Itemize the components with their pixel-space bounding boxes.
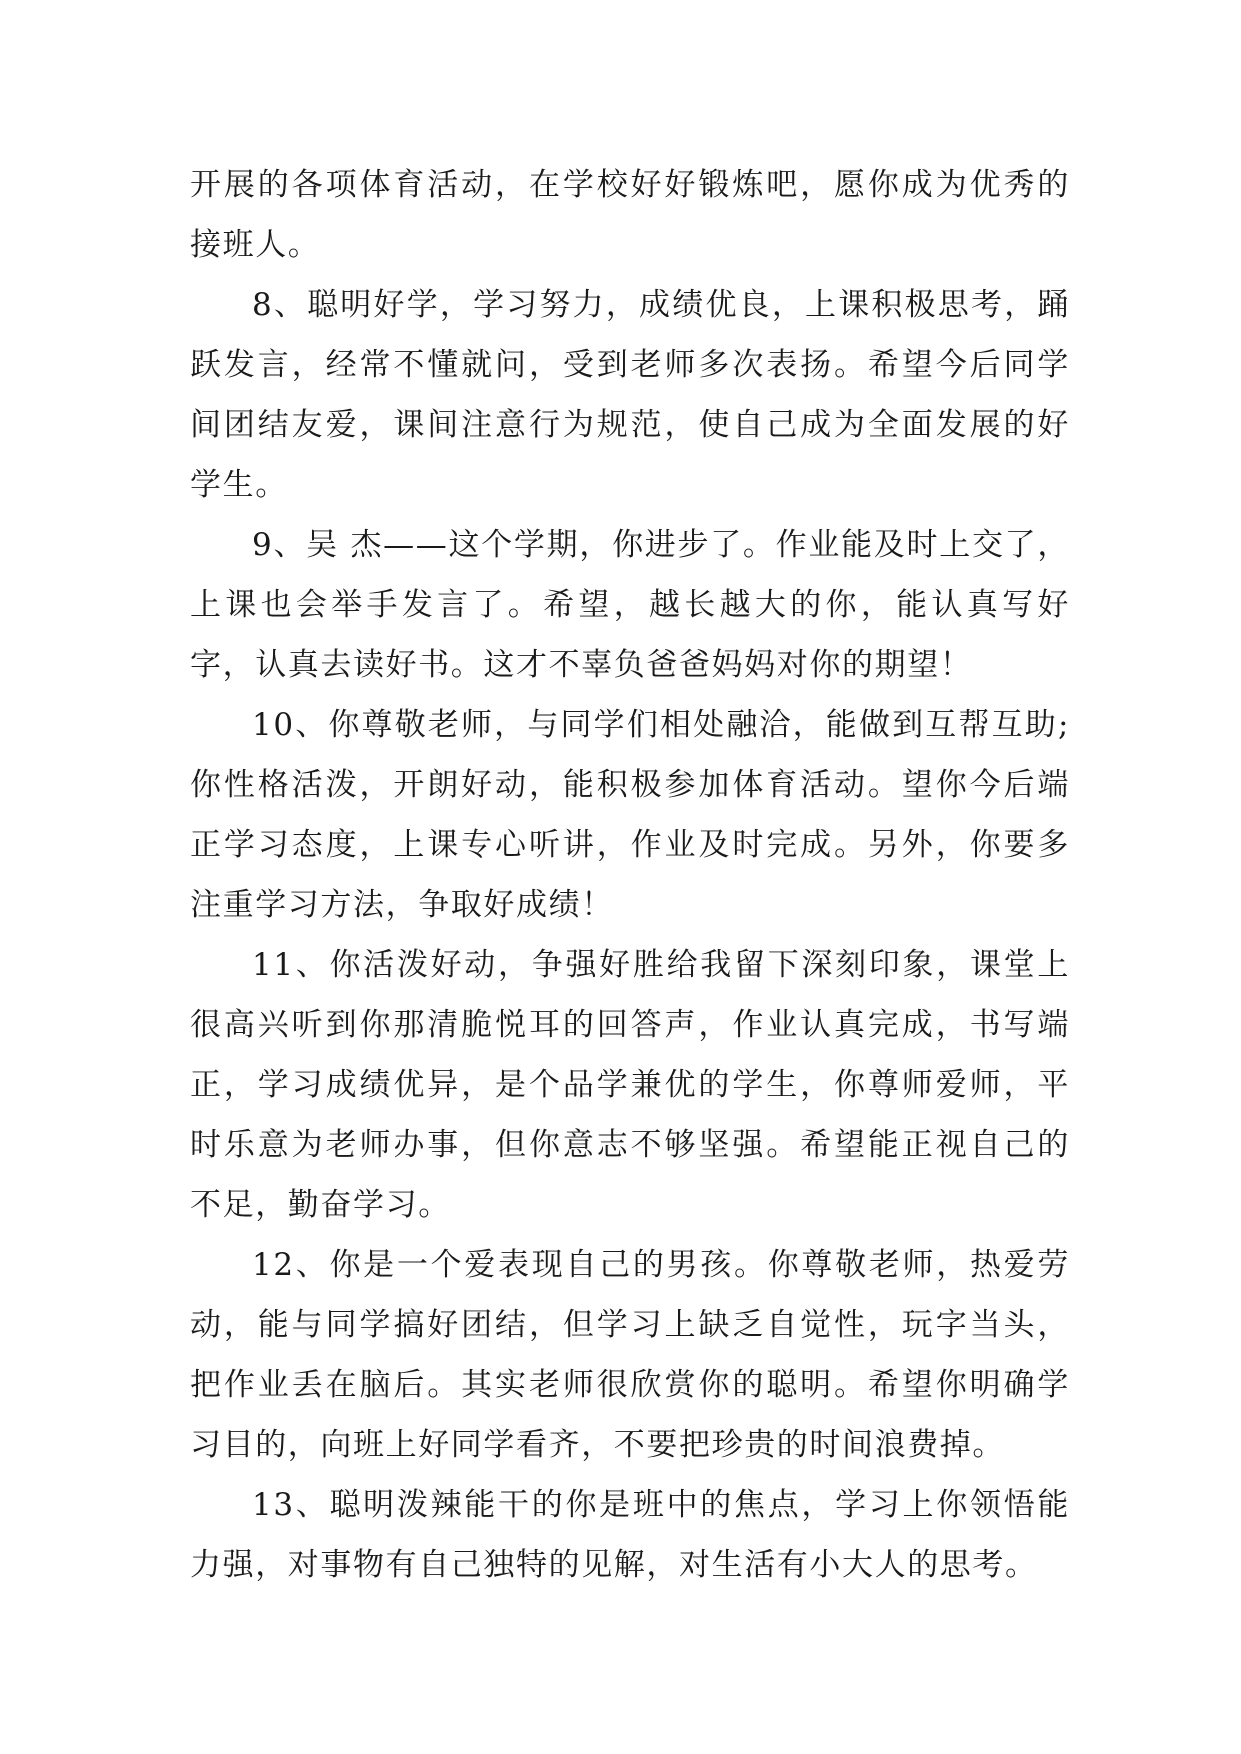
document-body [190,155,1070,1595]
paragraph-comment-8: 8、聪明好学，学习努力，成绩优良，上课积极思考，踊跃发言，经常不懂就问，受到老师多次表扬。希望今后同学间团结友爱，课间注意行为规范，使自己成为全面发展的好学生。 [190,287,1070,503]
paragraph-comment-10: 10、你尊敬老师，与同学们相处融洽，能做到互帮互助;你性格活泼，开朗好动，能积极参加体育活动。望你今后端正学习态度，上课专心听讲，作业及时完成。另外，你要多注重学习方法，争取好成绩！ [190,707,1070,923]
paragraph-comment-9: 9、吴 杰——这个学期，你进步了。作业能及时上交了，上课也会举手发言了。希望，越长越大的你，能认真写好字，认真去读好书。这才不辜负爸爸妈妈对你的期望！ [190,527,1070,683]
paragraph-comment-11: 11、你活泼好动，争强好胜给我留下深刻印象，课堂上很高兴听到你那清脆悦耳的回答声，作业认真完成，书写端正，学习成绩优异，是个品学兼优的学生，你尊师爱师，平时乐意为老师办事，但你意志不够坚强。希望能正视自己的不足，勤奋学习。 [190,947,1070,1223]
paragraph-comment-13: 13、聪明泼辣能干的你是班中的焦点，学习上你领悟能力强，对事物有自己独特的见解，对生活有小大人的思考。 [190,1487,1070,1583]
paragraph-continuation: 开展的各项体育活动，在学校好好锻炼吧，愿你成为优秀的接班人。 [190,167,1070,263]
paragraph-comment-12: 12、你是一个爱表现自己的男孩。你尊敬老师，热爱劳动，能与同学搞好团结，但学习上缺乏自觉性，玩字当头，把作业丢在脑后。其实老师很欣赏你的聪明。希望你明确学习目的，向班上好同学看齐，不要把珍贵的时间浪费掉。 [190,1247,1070,1463]
